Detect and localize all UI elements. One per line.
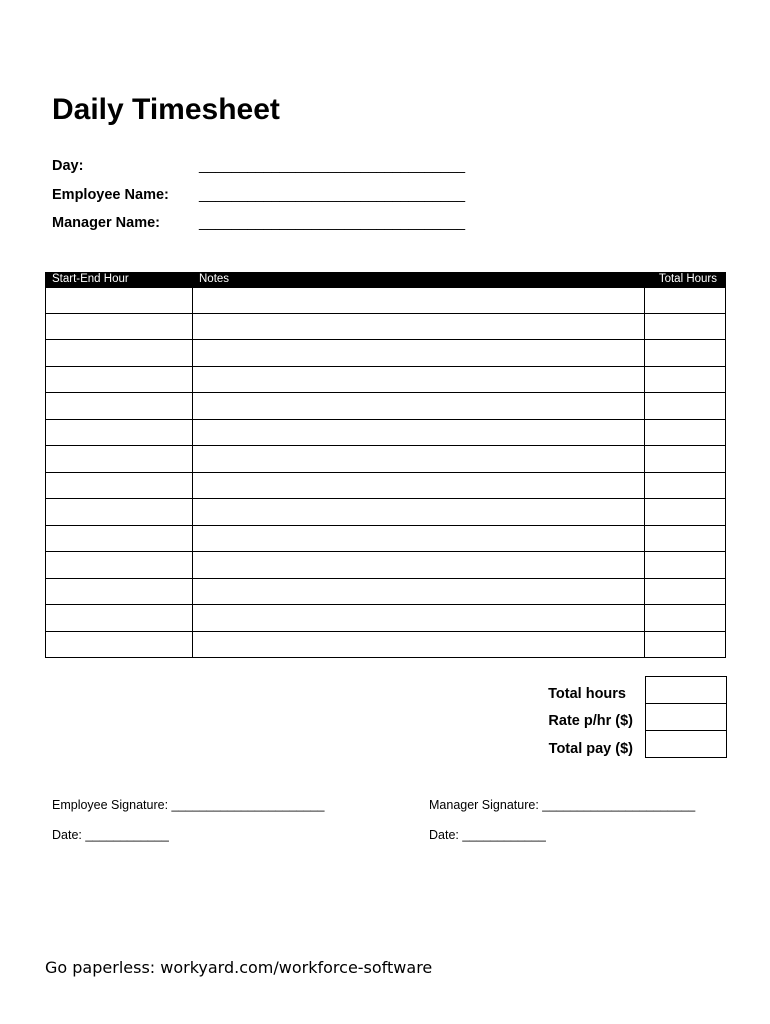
table-body — [45, 287, 726, 658]
start-end-hour-cell[interactable] — [46, 340, 193, 366]
table-row — [46, 473, 725, 500]
table-row — [46, 367, 725, 394]
total-pay-input[interactable] — [646, 731, 726, 757]
notes-cell[interactable] — [193, 499, 645, 525]
column-header-start-end-hour: Start-End Hour — [52, 273, 129, 285]
start-end-hour-cell[interactable] — [46, 552, 193, 578]
table-row — [46, 579, 725, 606]
employee-name-label: Employee Name: — [52, 187, 169, 203]
table-row — [46, 340, 725, 367]
table-row — [46, 287, 725, 314]
notes-cell[interactable] — [193, 579, 645, 605]
total-hours-cell[interactable] — [645, 499, 725, 525]
total-hours-cell[interactable] — [645, 393, 725, 419]
table-row — [46, 446, 725, 473]
total-hours-cell[interactable] — [645, 579, 725, 605]
start-end-hour-cell[interactable] — [46, 526, 193, 552]
start-end-hour-cell[interactable] — [46, 579, 193, 605]
column-header-notes: Notes — [199, 273, 230, 285]
day-field[interactable]: _________________________________ — [199, 158, 466, 174]
notes-cell[interactable] — [193, 632, 645, 658]
start-end-hour-cell[interactable] — [46, 632, 193, 658]
rate-input[interactable] — [646, 704, 726, 731]
notes-cell[interactable] — [193, 393, 645, 419]
manager-name-label: Manager Name: — [52, 215, 160, 231]
start-end-hour-cell[interactable] — [46, 314, 193, 340]
table-row — [46, 632, 725, 659]
notes-cell[interactable] — [193, 340, 645, 366]
total-hours-cell[interactable] — [645, 632, 725, 658]
table-row — [46, 499, 725, 526]
employee-signature-field[interactable]: Employee Signature: ______________________ — [52, 798, 325, 812]
total-hours-cell[interactable] — [645, 420, 725, 446]
total-hours-cell[interactable] — [645, 314, 725, 340]
footer-link[interactable]: Go paperless: workyard.com/workforce-software — [45, 958, 433, 977]
table-header — [45, 272, 726, 287]
timesheet-table — [45, 272, 726, 658]
total-hours-cell[interactable] — [645, 446, 725, 472]
day-label: Day: — [52, 158, 84, 174]
start-end-hour-cell[interactable] — [46, 288, 193, 313]
table-row — [46, 420, 725, 447]
start-end-hour-cell[interactable] — [46, 605, 193, 631]
table-row — [46, 552, 725, 579]
start-end-hour-cell[interactable] — [46, 367, 193, 393]
total-hours-cell[interactable] — [645, 288, 725, 313]
employee-date-field[interactable]: Date: ____________ — [52, 828, 169, 842]
notes-cell[interactable] — [193, 367, 645, 393]
employee-name-field[interactable]: _________________________________ — [199, 187, 466, 203]
start-end-hour-cell[interactable] — [46, 499, 193, 525]
total-hours-cell[interactable] — [645, 473, 725, 499]
summary-boxes — [645, 676, 727, 758]
total-hours-cell[interactable] — [645, 340, 725, 366]
rate-label: Rate p/hr ($) — [548, 713, 633, 729]
notes-cell[interactable] — [193, 526, 645, 552]
notes-cell[interactable] — [193, 446, 645, 472]
table-row — [46, 314, 725, 341]
column-header-total-hours: Total Hours — [658, 273, 717, 285]
notes-cell[interactable] — [193, 314, 645, 340]
page-title: Daily Timesheet — [52, 93, 280, 126]
notes-cell[interactable] — [193, 552, 645, 578]
manager-signature-field[interactable]: Manager Signature: ______________________ — [429, 798, 696, 812]
start-end-hour-cell[interactable] — [46, 420, 193, 446]
table-row — [46, 393, 725, 420]
notes-cell[interactable] — [193, 288, 645, 313]
total-hours-cell[interactable] — [645, 605, 725, 631]
notes-cell[interactable] — [193, 420, 645, 446]
total-hours-cell[interactable] — [645, 552, 725, 578]
total-hours-label: Total hours — [548, 686, 626, 702]
total-hours-cell[interactable] — [645, 367, 725, 393]
start-end-hour-cell[interactable] — [46, 446, 193, 472]
total-pay-label: Total pay ($) — [548, 741, 633, 757]
start-end-hour-cell[interactable] — [46, 393, 193, 419]
notes-cell[interactable] — [193, 473, 645, 499]
table-row — [46, 526, 725, 553]
table-row — [46, 605, 725, 632]
manager-date-field[interactable]: Date: ____________ — [429, 828, 546, 842]
manager-name-field[interactable]: _________________________________ — [199, 215, 466, 231]
start-end-hour-cell[interactable] — [46, 473, 193, 499]
notes-cell[interactable] — [193, 605, 645, 631]
total-hours-cell[interactable] — [645, 526, 725, 552]
total-hours-input[interactable] — [646, 677, 726, 704]
